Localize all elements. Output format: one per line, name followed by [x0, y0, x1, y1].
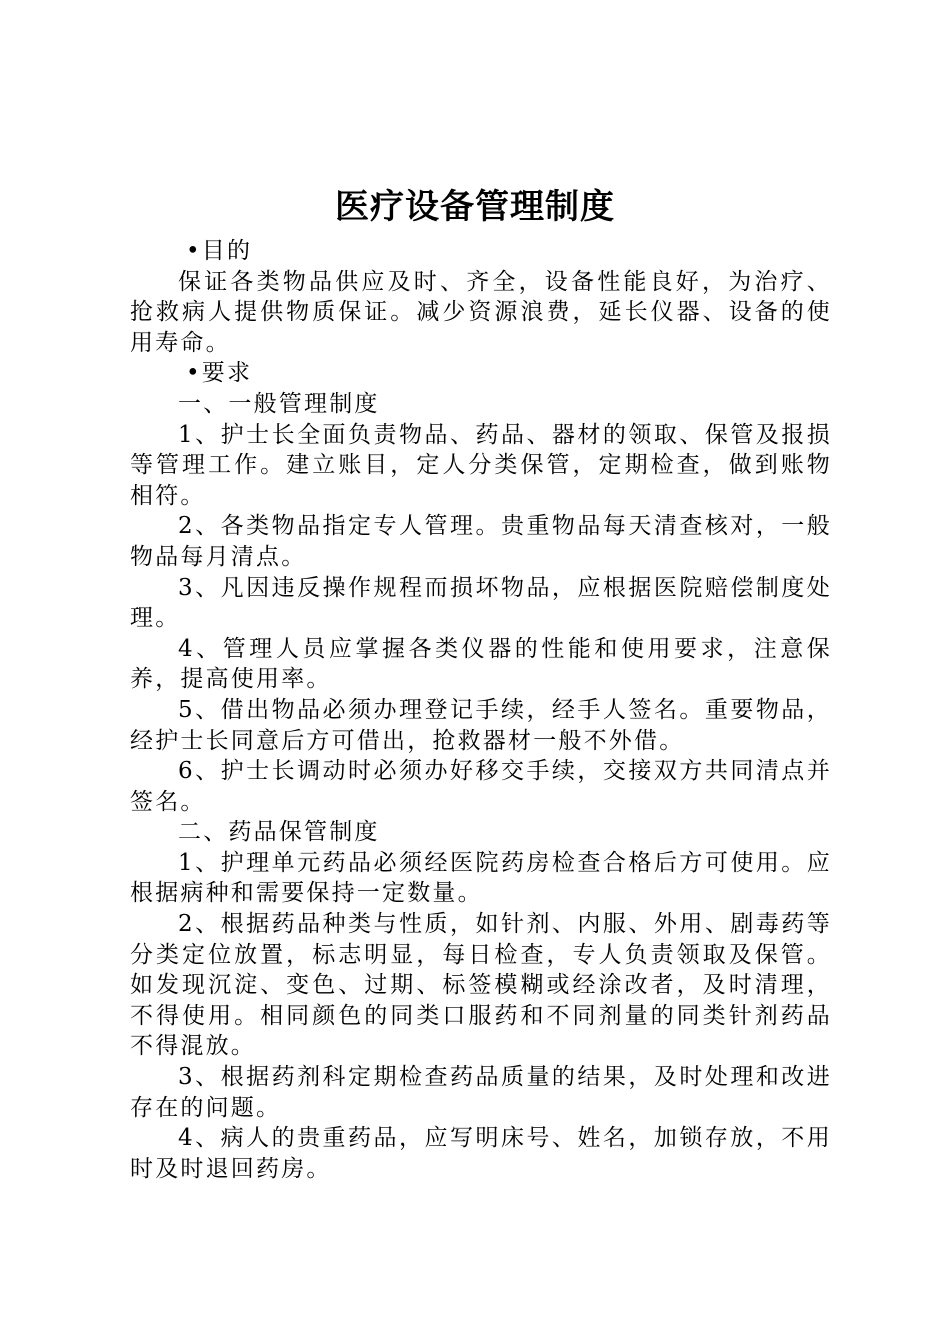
paragraph-general-6: 6、护士长调动时必须办好移交手续，交接双方共同清点并签名。 — [130, 758, 832, 815]
paragraph-drugs-3: 3、根据药剂科定期检查药品质量的结果，及时处理和改进存在的问题。 — [130, 1064, 832, 1121]
bullet-purpose: •目的 — [186, 238, 253, 264]
document-body — [130, 236, 832, 1184]
paragraph-general-3: 3、凡因违反操作规程而损坏物品，应根据医院赔偿制度处理。 — [130, 574, 832, 632]
section-heading-drugs: 二、药品保管制度 — [178, 819, 380, 846]
paragraph-general-2: 2、各类物品指定专人管理。贵重物品每天清查核对，一般物品每月清点。 — [130, 513, 832, 570]
paragraph-drugs-4: 4、病人的贵重药品，应写明床号、姓名，加锁存放，不用时及时退回药房。 — [130, 1125, 832, 1182]
paragraph-drugs-1: 1、护理单元药品必须经医院药房检查合格后方可使用。应根据病种和需要保持一定数量。 — [130, 849, 832, 907]
paragraph-general-5: 5、借出物品必须办理登记手续，经手人签名。重要物品，经护士长同意后方可借出，抢救器材一般不外借。 — [130, 696, 832, 754]
section-heading-general: 一、一般管理制度 — [178, 390, 380, 417]
paragraph-purpose: 保证各类物品供应及时、齐全，设备性能良好，为治疗、抢救病人提供物质保证。减少资源浪费，延长仪器、设备的使用寿命。 — [130, 268, 832, 356]
document-title: 医疗设备管理制度 — [335, 187, 615, 227]
paragraph-general-1: 1、护士长全面负责物品、药品、器材的领取、保管及报损等管理工作。建立账目，定人分类保管，定期检查，做到账物相符。 — [130, 421, 832, 509]
paragraph-general-4: 4、管理人员应掌握各类仪器的性能和使用要求，注意保养，提高使用率。 — [130, 635, 832, 693]
bullet-requirements: •要求 — [186, 360, 253, 387]
paragraph-drugs-2: 2、根据药品种类与性质，如针剂、内服、外用、剧毒药等分类定位放置，标志明显，每日检查，专人负责领取及保管。如发现沉淀、变色、过期、标签模糊或经涂改者，及时清理，不得使用。相同颜色的同类口服药和不同剂量的同类针剂药品不得混放。 — [130, 911, 832, 1060]
